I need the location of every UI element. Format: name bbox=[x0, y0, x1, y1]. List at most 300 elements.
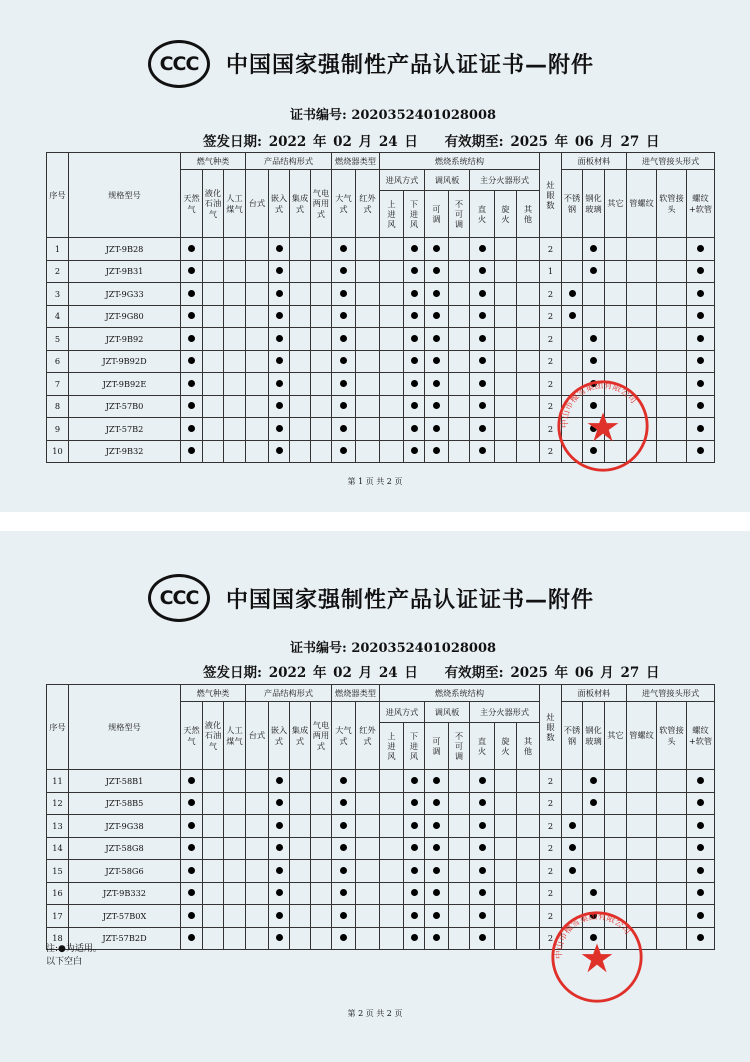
cell-gas-elec bbox=[311, 328, 332, 351]
cell-threaded-pipe bbox=[627, 328, 657, 351]
cell-tabletop bbox=[246, 440, 269, 463]
cell-stainless bbox=[562, 395, 583, 418]
cell-embedded bbox=[269, 373, 290, 396]
cell-stainless bbox=[562, 860, 583, 883]
cell-atmospheric bbox=[332, 837, 356, 860]
cell-up-intake bbox=[380, 350, 404, 373]
row-seq: 5 bbox=[47, 328, 69, 351]
applicable-bullet bbox=[590, 777, 597, 784]
row-seq: 13 bbox=[47, 815, 69, 838]
cell-integrated bbox=[290, 792, 311, 815]
applicable-bullet bbox=[340, 267, 347, 274]
cell-infrared bbox=[356, 860, 380, 883]
header-swirl-fire: 旋 火 bbox=[495, 723, 517, 770]
cell-natural-gas bbox=[181, 418, 203, 441]
issue-date: 2022 年 02 月 24 日 bbox=[268, 665, 418, 681]
cell-swirl-fire bbox=[495, 373, 517, 396]
cell-direct-fire bbox=[470, 905, 495, 928]
cell-infrared bbox=[356, 815, 380, 838]
applicable-bullet bbox=[479, 357, 486, 364]
cell-artificial-gas bbox=[224, 905, 246, 928]
cell-panel-other bbox=[605, 440, 627, 463]
cell-thread-hose bbox=[687, 238, 715, 261]
applicable-bullet bbox=[411, 290, 418, 297]
cell-up-intake bbox=[380, 305, 404, 328]
cell-infrared bbox=[356, 350, 380, 373]
cell-adjustable bbox=[425, 860, 449, 883]
cell-integrated bbox=[290, 395, 311, 418]
row-burners: 2 bbox=[540, 882, 562, 905]
row-seq: 3 bbox=[47, 283, 69, 306]
cell-up-intake bbox=[380, 395, 404, 418]
header-group-inlet: 进气管接头形式 bbox=[627, 153, 715, 170]
cell-adjustable bbox=[425, 837, 449, 860]
cell-down-intake bbox=[404, 418, 425, 441]
cell-integrated bbox=[290, 328, 311, 351]
cell-adjustable bbox=[425, 440, 449, 463]
applicable-bullet bbox=[433, 312, 440, 319]
applicable-bullet bbox=[188, 267, 195, 274]
cell-direct-fire bbox=[470, 373, 495, 396]
cell-swirl-fire bbox=[495, 882, 517, 905]
cell-infrared bbox=[356, 837, 380, 860]
cell-tabletop bbox=[246, 238, 269, 261]
cell-adjustable bbox=[425, 350, 449, 373]
cell-stainless bbox=[562, 373, 583, 396]
row-burners: 2 bbox=[540, 418, 562, 441]
row-burners: 2 bbox=[540, 328, 562, 351]
applicable-bullet bbox=[479, 867, 486, 874]
header-seq: 序号 bbox=[47, 153, 69, 238]
row-model: JZT-58G6 bbox=[69, 860, 181, 883]
cell-integrated bbox=[290, 373, 311, 396]
table-row bbox=[47, 373, 715, 396]
cell-gas-elec bbox=[311, 770, 332, 793]
header-group-structure: 产品结构形式 bbox=[246, 685, 332, 702]
cell-artificial-gas bbox=[224, 815, 246, 838]
page-separator bbox=[0, 512, 750, 531]
cell-natural-gas bbox=[181, 905, 203, 928]
applicable-bullet bbox=[479, 290, 486, 297]
applicable-bullet bbox=[433, 335, 440, 342]
cell-hose bbox=[657, 792, 687, 815]
cell-thread-hose bbox=[687, 440, 715, 463]
cell-atmospheric bbox=[332, 238, 356, 261]
cell-other bbox=[517, 815, 540, 838]
cell-down-intake bbox=[404, 305, 425, 328]
applicable-bullet bbox=[479, 822, 486, 829]
row-model: JZT-9B28 bbox=[69, 238, 181, 261]
cell-lpg bbox=[203, 283, 224, 306]
cell-thread-hose bbox=[687, 418, 715, 441]
cell-threaded-pipe bbox=[627, 373, 657, 396]
cell-lpg bbox=[203, 395, 224, 418]
cell-integrated bbox=[290, 905, 311, 928]
cell-swirl-fire bbox=[495, 837, 517, 860]
row-seq: 14 bbox=[47, 837, 69, 860]
row-burners: 2 bbox=[540, 815, 562, 838]
cell-direct-fire bbox=[470, 283, 495, 306]
cell-non-adjustable bbox=[449, 440, 470, 463]
header-group-gas-type: 燃气种类 bbox=[181, 685, 246, 702]
cell-lpg bbox=[203, 837, 224, 860]
row-seq: 15 bbox=[47, 860, 69, 883]
cell-atmospheric bbox=[332, 305, 356, 328]
cell-up-intake bbox=[380, 260, 404, 283]
applicable-bullet bbox=[276, 335, 283, 342]
svg-text:中山市樱雪集团有限公司: 中山市樱雪集团有限公司 bbox=[554, 911, 633, 960]
applicable-bullet bbox=[188, 889, 195, 896]
cell-other bbox=[517, 373, 540, 396]
cell-thread-hose bbox=[687, 305, 715, 328]
header-air-intake: 进风方式 bbox=[380, 702, 425, 723]
applicable-bullet bbox=[188, 844, 195, 851]
cell-panel-other bbox=[605, 792, 627, 815]
applicable-bullet bbox=[433, 822, 440, 829]
header-gas-elec: 气电两用式 bbox=[311, 170, 332, 238]
header-row-groups bbox=[47, 153, 715, 170]
applicable-bullet bbox=[188, 447, 195, 454]
certificate-title: 中国国家强制性产品认证证书—附件 bbox=[226, 53, 595, 78]
cell-direct-fire bbox=[470, 927, 495, 950]
header-natural-gas: 天然气 bbox=[181, 702, 203, 770]
applicable-bullet bbox=[340, 290, 347, 297]
cell-adjustable bbox=[425, 882, 449, 905]
cell-adjustable bbox=[425, 815, 449, 838]
cell-atmospheric bbox=[332, 927, 356, 950]
cell-lpg bbox=[203, 373, 224, 396]
applicable-bullet bbox=[411, 777, 418, 784]
cell-non-adjustable bbox=[449, 882, 470, 905]
cell-integrated bbox=[290, 860, 311, 883]
cell-swirl-fire bbox=[495, 305, 517, 328]
cell-tabletop bbox=[246, 283, 269, 306]
cell-down-intake bbox=[404, 792, 425, 815]
cell-swirl-fire bbox=[495, 283, 517, 306]
cell-gas-elec bbox=[311, 927, 332, 950]
cell-panel-other bbox=[605, 815, 627, 838]
cell-natural-gas bbox=[181, 305, 203, 328]
cell-threaded-pipe bbox=[627, 238, 657, 261]
cert-no-label: 证书编号: bbox=[290, 108, 347, 123]
applicable-bullet bbox=[276, 799, 283, 806]
cell-threaded-pipe bbox=[627, 395, 657, 418]
cell-natural-gas bbox=[181, 770, 203, 793]
cell-swirl-fire bbox=[495, 927, 517, 950]
cell-up-intake bbox=[380, 283, 404, 306]
valid-until-label: 有效期至: bbox=[444, 134, 504, 150]
applicable-bullet bbox=[590, 799, 597, 806]
header-other: 其 他 bbox=[517, 723, 540, 770]
cell-glass bbox=[583, 350, 605, 373]
applicable-bullet bbox=[188, 402, 195, 409]
cell-glass bbox=[583, 440, 605, 463]
cell-threaded-pipe bbox=[627, 283, 657, 306]
applicable-bullet bbox=[188, 777, 195, 784]
applicable-bullet bbox=[340, 357, 347, 364]
applicable-bullet bbox=[697, 357, 704, 364]
cell-down-intake bbox=[404, 815, 425, 838]
cell-infrared bbox=[356, 770, 380, 793]
applicable-bullet bbox=[697, 267, 704, 274]
applicable-bullet bbox=[411, 822, 418, 829]
applicable-bullet bbox=[569, 844, 576, 851]
row-seq: 8 bbox=[47, 395, 69, 418]
cell-infrared bbox=[356, 440, 380, 463]
cell-embedded bbox=[269, 770, 290, 793]
cell-stainless bbox=[562, 770, 583, 793]
table-row bbox=[47, 440, 715, 463]
applicable-bullet bbox=[340, 245, 347, 252]
cell-glass bbox=[583, 905, 605, 928]
cell-embedded bbox=[269, 882, 290, 905]
cell-integrated bbox=[290, 927, 311, 950]
applicable-bullet bbox=[188, 425, 195, 432]
cert-no-label: 证书编号: bbox=[290, 641, 347, 656]
row-burners: 2 bbox=[540, 350, 562, 373]
applicable-bullet bbox=[433, 777, 440, 784]
row-seq: 18 bbox=[47, 927, 69, 950]
header-gas-elec: 气电两用式 bbox=[311, 702, 332, 770]
cell-up-intake bbox=[380, 815, 404, 838]
header-damper: 调风板 bbox=[425, 170, 470, 191]
applicable-bullet bbox=[479, 912, 486, 919]
header-row-groups bbox=[47, 685, 715, 702]
applicable-bullet bbox=[188, 799, 195, 806]
cell-integrated bbox=[290, 350, 311, 373]
cell-threaded-pipe bbox=[627, 860, 657, 883]
row-model: JZT-9B92E bbox=[69, 373, 181, 396]
cell-natural-gas bbox=[181, 328, 203, 351]
applicable-bullet bbox=[188, 335, 195, 342]
row-burners: 2 bbox=[540, 440, 562, 463]
row-seq: 6 bbox=[47, 350, 69, 373]
cell-atmospheric bbox=[332, 283, 356, 306]
cell-non-adjustable bbox=[449, 305, 470, 328]
cell-hose bbox=[657, 328, 687, 351]
model-table bbox=[46, 152, 715, 463]
cell-swirl-fire bbox=[495, 792, 517, 815]
cell-panel-other bbox=[605, 373, 627, 396]
applicable-bullet bbox=[590, 934, 597, 941]
cell-hose bbox=[657, 905, 687, 928]
cell-hose bbox=[657, 305, 687, 328]
cell-atmospheric bbox=[332, 860, 356, 883]
cell-natural-gas bbox=[181, 440, 203, 463]
cell-lpg bbox=[203, 350, 224, 373]
cell-adjustable bbox=[425, 770, 449, 793]
cell-threaded-pipe bbox=[627, 350, 657, 373]
cell-atmospheric bbox=[332, 418, 356, 441]
row-model: JZT-58G8 bbox=[69, 837, 181, 860]
applicable-bullet bbox=[276, 267, 283, 274]
header-direct-fire: 直 火 bbox=[470, 723, 495, 770]
header-stainless: 不锈钢 bbox=[562, 702, 583, 770]
cell-infrared bbox=[356, 328, 380, 351]
header-atmospheric: 大气式 bbox=[332, 170, 356, 238]
cell-other bbox=[517, 328, 540, 351]
row-model: JZT-57B0 bbox=[69, 395, 181, 418]
cell-direct-fire bbox=[470, 882, 495, 905]
cell-tabletop bbox=[246, 860, 269, 883]
applicable-bullet bbox=[479, 447, 486, 454]
cell-atmospheric bbox=[332, 395, 356, 418]
applicable-bullet bbox=[433, 889, 440, 896]
cell-tabletop bbox=[246, 418, 269, 441]
cell-atmospheric bbox=[332, 905, 356, 928]
cell-adjustable bbox=[425, 792, 449, 815]
cell-panel-other bbox=[605, 860, 627, 883]
cell-threaded-pipe bbox=[627, 418, 657, 441]
cell-threaded-pipe bbox=[627, 905, 657, 928]
cell-tabletop bbox=[246, 373, 269, 396]
cell-natural-gas bbox=[181, 837, 203, 860]
applicable-bullet bbox=[188, 290, 195, 297]
cell-thread-hose bbox=[687, 373, 715, 396]
row-seq: 12 bbox=[47, 792, 69, 815]
cell-atmospheric bbox=[332, 770, 356, 793]
header-model: 规格型号 bbox=[69, 685, 181, 770]
cell-tabletop bbox=[246, 792, 269, 815]
applicable-bullet bbox=[433, 912, 440, 919]
header-damper: 调风板 bbox=[425, 702, 470, 723]
cell-other bbox=[517, 350, 540, 373]
cell-non-adjustable bbox=[449, 260, 470, 283]
cell-atmospheric bbox=[332, 350, 356, 373]
header-integrated: 集成式 bbox=[290, 702, 311, 770]
header-artificial-gas: 人工煤气 bbox=[224, 702, 246, 770]
cell-other bbox=[517, 418, 540, 441]
header-embedded: 嵌入式 bbox=[269, 170, 290, 238]
header-adjustable: 可 调 bbox=[425, 723, 449, 770]
cell-adjustable bbox=[425, 238, 449, 261]
cell-gas-elec bbox=[311, 837, 332, 860]
cell-artificial-gas bbox=[224, 260, 246, 283]
cell-tabletop bbox=[246, 927, 269, 950]
cell-glass bbox=[583, 837, 605, 860]
svg-text:中山市樱雪集团有限公司: 中山市樱雪集团有限公司 bbox=[560, 380, 639, 429]
applicable-bullet bbox=[433, 245, 440, 252]
cell-gas-elec bbox=[311, 792, 332, 815]
table-row bbox=[47, 305, 715, 328]
applicable-bullet bbox=[276, 777, 283, 784]
cell-gas-elec bbox=[311, 905, 332, 928]
cell-panel-other bbox=[605, 882, 627, 905]
applicable-bullet bbox=[433, 357, 440, 364]
cell-threaded-pipe bbox=[627, 815, 657, 838]
applicable-bullet bbox=[276, 245, 283, 252]
cell-embedded bbox=[269, 305, 290, 328]
applicable-bullet bbox=[697, 822, 704, 829]
applicable-bullet bbox=[697, 335, 704, 342]
cell-artificial-gas bbox=[224, 837, 246, 860]
cell-infrared bbox=[356, 418, 380, 441]
cell-infrared bbox=[356, 792, 380, 815]
cell-direct-fire bbox=[470, 328, 495, 351]
cell-panel-other bbox=[605, 350, 627, 373]
header-hose: 软管接头 bbox=[657, 170, 687, 238]
applicable-bullet bbox=[697, 934, 704, 941]
applicable-bullet bbox=[188, 245, 195, 252]
cell-artificial-gas bbox=[224, 395, 246, 418]
applicable-bullet bbox=[590, 447, 597, 454]
cell-direct-fire bbox=[470, 305, 495, 328]
applicable-bullet bbox=[411, 447, 418, 454]
cell-gas-elec bbox=[311, 373, 332, 396]
applicable-bullet bbox=[697, 447, 704, 454]
cell-down-intake bbox=[404, 440, 425, 463]
row-seq: 1 bbox=[47, 238, 69, 261]
cell-adjustable bbox=[425, 395, 449, 418]
header-burners: 灶 眼 数 bbox=[540, 153, 562, 238]
header-swirl-fire: 旋 火 bbox=[495, 191, 517, 238]
cell-natural-gas bbox=[181, 927, 203, 950]
cell-panel-other bbox=[605, 238, 627, 261]
cell-atmospheric bbox=[332, 815, 356, 838]
cell-gas-elec bbox=[311, 882, 332, 905]
cert-no-value: 2020352401028008 bbox=[351, 108, 497, 123]
applicable-bullet bbox=[479, 777, 486, 784]
table-row bbox=[47, 815, 715, 838]
table-row bbox=[47, 418, 715, 441]
cell-integrated bbox=[290, 260, 311, 283]
cell-glass bbox=[583, 260, 605, 283]
row-model: JZT-9B92 bbox=[69, 328, 181, 351]
certificate-number bbox=[290, 637, 496, 656]
header-infrared: 红外式 bbox=[356, 702, 380, 770]
cell-lpg bbox=[203, 882, 224, 905]
cell-down-intake bbox=[404, 395, 425, 418]
cell-down-intake bbox=[404, 837, 425, 860]
cell-up-intake bbox=[380, 837, 404, 860]
cell-hose bbox=[657, 815, 687, 838]
cell-gas-elec bbox=[311, 238, 332, 261]
cell-up-intake bbox=[380, 238, 404, 261]
header-glass: 钢化玻璃 bbox=[583, 170, 605, 238]
valid-until-date: 2025 年 06 月 27 日 bbox=[510, 134, 660, 150]
cell-lpg bbox=[203, 770, 224, 793]
header-non-adjustable: 不 可 调 bbox=[449, 191, 470, 238]
cell-gas-elec bbox=[311, 283, 332, 306]
applicable-bullet bbox=[479, 312, 486, 319]
cell-thread-hose bbox=[687, 837, 715, 860]
cell-tabletop bbox=[246, 770, 269, 793]
certificate-dates bbox=[203, 130, 660, 150]
cell-threaded-pipe bbox=[627, 440, 657, 463]
applicable-bullet bbox=[411, 402, 418, 409]
applicable-bullet bbox=[697, 380, 704, 387]
cell-hose bbox=[657, 350, 687, 373]
cell-embedded bbox=[269, 792, 290, 815]
cell-panel-other bbox=[605, 905, 627, 928]
table-row bbox=[47, 350, 715, 373]
header-group-combustion: 燃烧系统结构 bbox=[380, 153, 540, 170]
row-seq: 7 bbox=[47, 373, 69, 396]
applicable-bullet bbox=[569, 822, 576, 829]
applicable-bullet bbox=[433, 844, 440, 851]
row-model: JZT-9B332 bbox=[69, 882, 181, 905]
cell-glass bbox=[583, 305, 605, 328]
row-burners: 2 bbox=[540, 305, 562, 328]
applicable-bullet bbox=[276, 934, 283, 941]
cell-down-intake bbox=[404, 905, 425, 928]
row-seq: 2 bbox=[47, 260, 69, 283]
row-burners: 2 bbox=[540, 837, 562, 860]
cell-glass bbox=[583, 328, 605, 351]
header-natural-gas: 天然气 bbox=[181, 170, 203, 238]
cell-panel-other bbox=[605, 305, 627, 328]
cell-natural-gas bbox=[181, 882, 203, 905]
